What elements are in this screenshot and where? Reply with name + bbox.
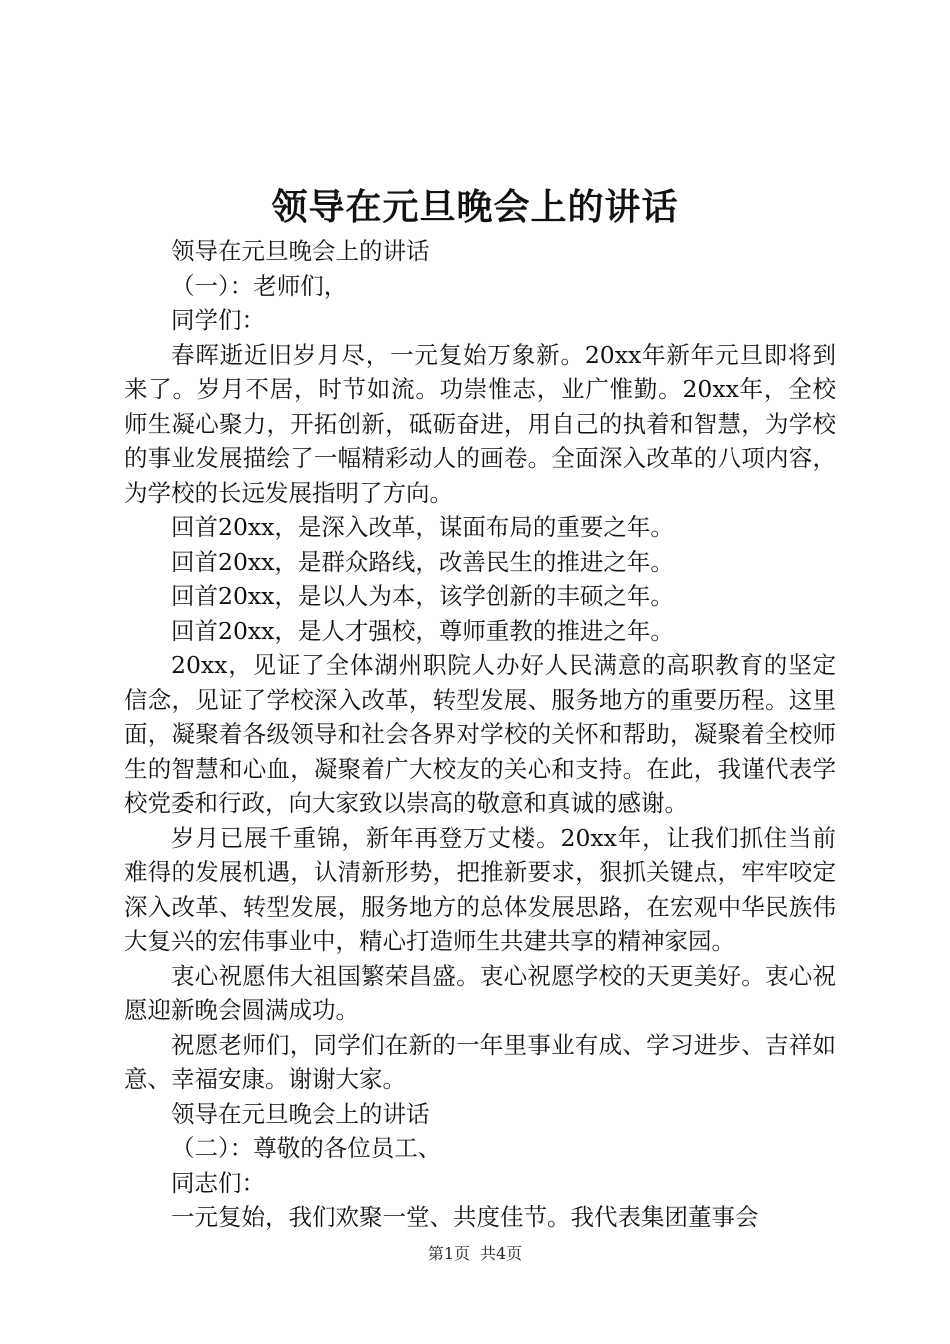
paragraph: 回首20xx，是群众路线，改善民生的推进之年。 bbox=[171, 547, 674, 576]
page-title: 领导在元旦晚会上的讲话 bbox=[271, 186, 679, 228]
paragraph: 20xx，见证了全体湖州职院人办好人民满意的高职教育的坚定信念，见证了学校深入改革，转型发展、服务地方的重要历程。这里面，凝聚着各级领导和社会各界对学校的关怀和帮助，凝聚着全校师生的智慧和心血，凝聚着广大校友的关心和支持。在此，我谨代表学校党委和行政，向大家致以崇高的敬意和真诚的感谢。 bbox=[124, 651, 836, 817]
paragraph: 衷心祝愿伟大祖国繁荣昌盛。衷心祝愿学校的天更美好。衷心祝愿迎新晚会圆满成功。 bbox=[124, 961, 836, 1024]
paragraph: 春晖逝近旧岁月尽，一元复始万象新。20xx年新年元旦即将到来了。岁月不居，时节如流。功崇惟志，业广惟勤。20xx年，全校师生凝心聚力，开拓创新，砥砺奋进，用自己的执着和智慧，为学校的事业发展描绘了一幅精彩动人的画卷。全面深入改革的八项内容，为学校的长远发展指明了方向。 bbox=[124, 340, 836, 507]
page-number: 第1页 bbox=[427, 1244, 470, 1263]
paragraph: 祝愿老师们，同学们在新的一年里事业有成、学习进步、吉祥如意、幸福安康。谢谢大家。 bbox=[124, 1030, 836, 1093]
document-body bbox=[124, 234, 836, 1235]
paragraph: 一元复始，我们欢聚一堂、共度佳节。我代表集团董事会 bbox=[171, 1203, 759, 1231]
page-total: 共4页 bbox=[480, 1244, 523, 1263]
paragraph: 同志们： bbox=[171, 1168, 265, 1197]
paragraph: （二）：尊敬的各位员工、 bbox=[171, 1134, 442, 1162]
paragraph: 领导在元旦晚会上的讲话 bbox=[171, 1099, 430, 1128]
paragraph: 领导在元旦晚会上的讲话 bbox=[171, 237, 430, 265]
paragraph: 同学们： bbox=[171, 306, 265, 334]
paragraph: 岁月已展千重锦，新年再登万丈楼。20xx年，让我们抓住当前难得的发展机遇，认清新形势，把推新要求，狠抓关键点，牢牢咬定深入改革、转型发展，服务地方的总体发展思路，在宏观中华民族伟大复兴的宏伟事业中，精心打造师生共建共享的精神家园。 bbox=[124, 823, 836, 955]
paragraph: （一）：老师们， bbox=[171, 271, 348, 300]
paragraph: 回首20xx，是以人为本，该学创新的丰硕之年。 bbox=[171, 582, 674, 610]
page-footer bbox=[0, 1243, 950, 1265]
paragraph: 回首20xx，是深入改革，谋面布局的重要之年。 bbox=[171, 513, 674, 541]
paragraph: 回首20xx，是人才强校，尊师重教的推进之年。 bbox=[171, 616, 674, 645]
